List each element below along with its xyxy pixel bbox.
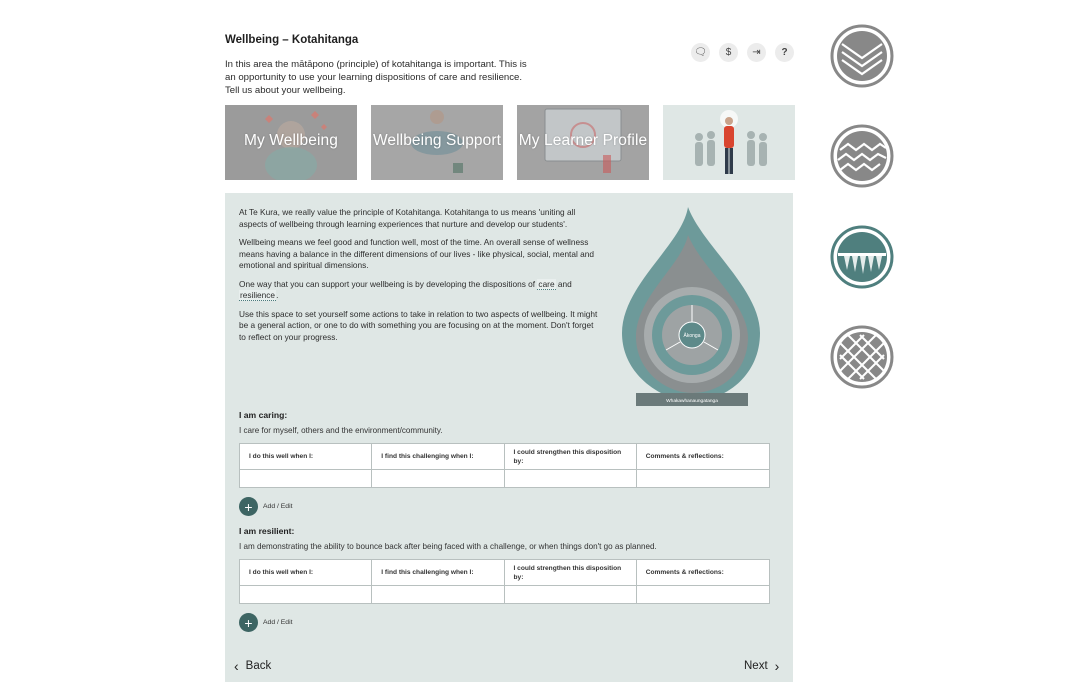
page-intro: In this area the mātāpono (principle) of kotahitanga is important. This is an opportunity to use your learning dispositions of care and resilience. Tell us about your wellbeing.: [225, 59, 527, 96]
diagram-center-label: Ākonga: [683, 333, 701, 339]
section-caring-desc: I care for myself, others and the environment/community.: [239, 426, 443, 435]
page-title: Wellbeing – Kotahitanga: [225, 34, 359, 46]
section-caring-title: I am caring:: [239, 410, 288, 420]
table-cell[interactable]: [372, 586, 504, 603]
next-button[interactable]: [744, 658, 779, 674]
care-link[interactable]: care: [538, 278, 555, 289]
tile-my-wellbeing[interactable]: [225, 105, 357, 180]
tile-label: My Learner Profile: [518, 132, 648, 149]
table-cell[interactable]: [637, 586, 769, 603]
chevron-left-icon: ‹: [234, 658, 239, 674]
comments-icon[interactable]: 🗨: [691, 43, 710, 62]
export-icon[interactable]: ⇥: [747, 43, 766, 62]
column-header: I find this challenging when I:: [372, 444, 504, 470]
caring-table: [239, 443, 770, 488]
tile-label: Wellbeing Support: [372, 132, 502, 149]
column-header: I do this well when I:: [240, 444, 372, 470]
pattern-badge-1[interactable]: [830, 24, 894, 88]
pattern-badge-4[interactable]: [830, 325, 894, 389]
add-edit-caring-button[interactable]: [239, 497, 292, 516]
table-cell[interactable]: [240, 586, 372, 603]
dollar-icon[interactable]: $: [719, 43, 738, 62]
column-header: I find this challenging when I:: [372, 560, 504, 586]
wellbeing-diagram: [622, 205, 762, 408]
paragraph-wellbeing: Wellbeing means we feel good and function well, most of the time. An overall sense of wellness means having a balance in the different dimensions of our lives - like physical, social, mental and emotional and spiritual dimensions.: [239, 237, 594, 270]
table-cell[interactable]: [637, 470, 769, 487]
toolbar: [691, 43, 794, 62]
chevron-right-icon: ›: [774, 658, 780, 674]
pattern-badge-3[interactable]: [830, 225, 894, 289]
help-icon[interactable]: ?: [775, 43, 794, 62]
tile-label: My Wellbeing: [244, 132, 338, 149]
paragraph-kotahitanga: At Te Kura, we really value the principle of Kotahitanga. Kotahitanga to us means 'uniting all aspects of wellbeing through learning experiences that nurture and develop our students'.: [239, 207, 576, 229]
table-cell[interactable]: [240, 470, 372, 487]
column-header: I do this well when I:: [240, 560, 372, 586]
next-label: Next: [744, 660, 768, 672]
content-panel: [225, 193, 793, 682]
resilience-link[interactable]: resilience: [240, 290, 276, 300]
column-header: Comments & reflections:: [637, 560, 769, 586]
back-label: Back: [245, 660, 272, 672]
add-edit-resilient-button[interactable]: [239, 613, 292, 632]
back-button[interactable]: [234, 658, 271, 674]
table-cell[interactable]: [505, 470, 637, 487]
table-cell[interactable]: [372, 470, 504, 487]
people-illustration: [663, 105, 795, 180]
column-header: I could strengthen this disposition by:: [505, 560, 637, 586]
tile-wellbeing-support[interactable]: [371, 105, 503, 180]
pattern-badge-2[interactable]: [830, 124, 894, 188]
paragraph-instructions: Use this space to set yourself some actions to take in relation to two aspects of wellbeing. It might be a general action, or one to do with something you are focusing on at the moment. Don't forget to reflect on your progress.: [239, 308, 598, 342]
column-header: I could strengthen this disposition by:: [505, 444, 637, 470]
resilient-table: [239, 559, 770, 604]
diagram-base-label: Whakawhanaungatanga: [666, 399, 718, 404]
section-resilient-title: I am resilient:: [239, 526, 295, 536]
dispositions-and: and: [557, 278, 572, 289]
section-resilient-desc: I am demonstrating the ability to bounce back after being faced with a challenge, or when things don't go as planned.: [239, 542, 657, 551]
plus-icon: +: [239, 497, 258, 516]
navigation-tiles: [225, 105, 795, 180]
paragraph-dispositions: [239, 279, 601, 302]
tile-my-learner-profile[interactable]: [517, 105, 649, 180]
column-header: Comments & reflections:: [637, 444, 769, 470]
tile-community[interactable]: [663, 105, 795, 180]
table-cell[interactable]: [505, 586, 637, 603]
intro-text: [239, 207, 601, 350]
add-edit-label: Add / Edit: [263, 619, 293, 626]
dispositions-end: .: [276, 290, 279, 300]
plus-icon: +: [239, 613, 258, 632]
dispositions-text: One way that you can support your wellbeing is by developing the dispositions of: [239, 278, 536, 289]
add-edit-label: Add / Edit: [263, 503, 293, 510]
